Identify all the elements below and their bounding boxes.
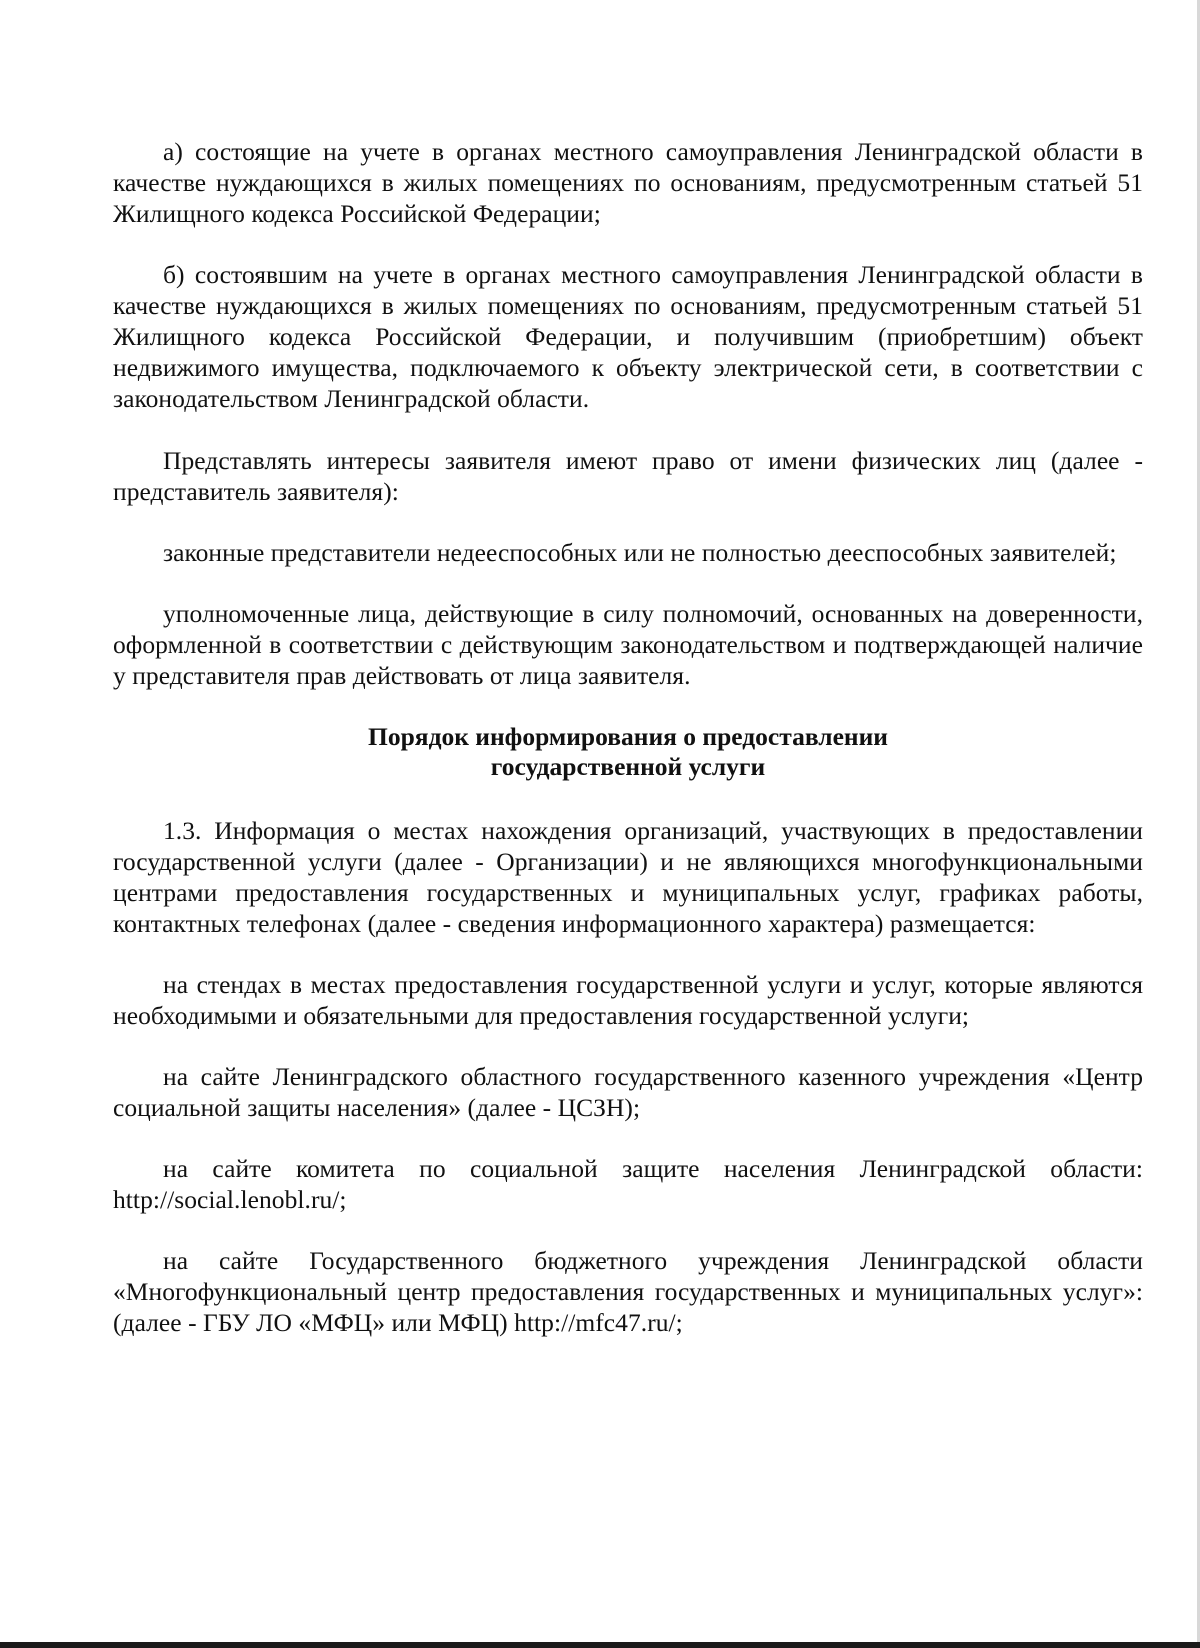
paragraph-mfc-site: на сайте Государственного бюджетного учреждения Ленинградской области «Многофункциональный центр предоставления государственных и муниципальных услуг»: (далее - ГБУ ЛО «МФЦ» или МФЦ) http://mfc47.ru/; (113, 1246, 1143, 1337)
paragraph-authorized-persons: уполномоченные лица, действующие в силу полномочий, основанных на доверенности, оформленной в соответствии с действующим законодательством и подтверждающей наличие у представителя прав действовать от лица заявителя. (113, 599, 1143, 690)
document-body (113, 136, 1143, 1368)
scan-edge-bottom (0, 1642, 1200, 1648)
paragraph-b: б) состоявшим на учете в органах местного самоуправления Ленинградской области в качестве нуждающихся в жилых помещениях по основаниям, предусмотренным статьей 51 Жилищного кодекса Российской Федерации, и получившим (приобретшим) объект недвижимого имущества, подключаемого к объекту электрической сети, в соответствии с законодательством Ленинградской области. (113, 260, 1143, 413)
paragraph-a: а) состоящие на учете в органах местного самоуправления Ленинградской области в качестве нуждающихся в жилых помещениях по основаниям, предусмотренным статьей 51 Жилищного кодекса Российской Федерации; (113, 137, 1143, 228)
paragraph-committee-site: на сайте комитета по социальной защите населения Ленинградской области: http://social.lenobl.ru/; (113, 1154, 1143, 1214)
paragraph-stands: на стендах в местах предоставления государственной услуги и услуг, которые являются необходимыми и обязательными для предоставления государственной услуги; (113, 970, 1143, 1030)
paragraph-representative: Представлять интересы заявителя имеют право от имени физических лиц (далее - представитель заявителя): (113, 446, 1143, 506)
paragraph-cszn-site: на сайте Ленинградского областного государственного казенного учреждения «Центр социальной защиты населения» (далее - ЦСЗН); (113, 1062, 1143, 1122)
paragraph-1-3: 1.3. Информация о местах нахождения организаций, участвующих в предоставлении государственной услуги (далее - Организации) и не являющихся многофункциональными центрами предоставления государственных и муниципальных услуг, графиках работы, контактных телефонах (далее - сведения информационного характера) размещается: (113, 816, 1143, 938)
paragraph-legal-representatives: законные представители недееспособных или не полностью дееспособных заявителей; (163, 538, 1117, 567)
section-heading (113, 722, 1143, 782)
section-heading-line-1: Порядок информирования о предоставлении (368, 722, 888, 751)
section-heading-line-2: государственной услуги (490, 752, 766, 781)
